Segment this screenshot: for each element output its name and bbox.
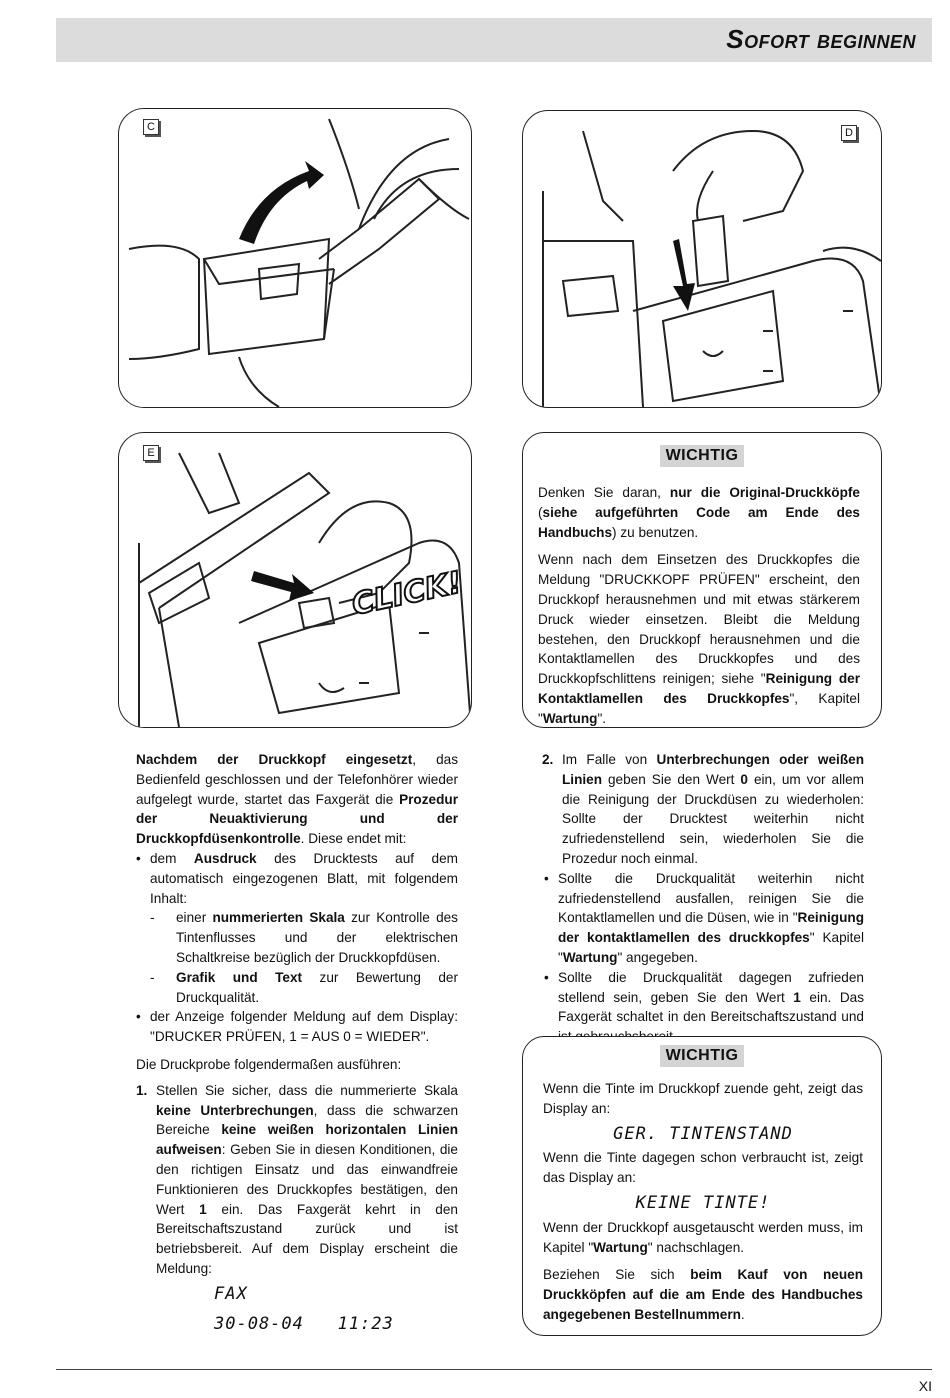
- probe-paragraph: Die Druckprobe folgendermaßen ausführen:: [136, 1056, 402, 1072]
- important-bottom-p2: Wenn die Tinte dagegen schon verbraucht ist, zeigt das Display an:: [543, 1150, 863, 1186]
- important-title: WICHTIG: [660, 445, 745, 467]
- important-note-top: [522, 432, 882, 728]
- display-message-line1: FAX: [214, 1283, 248, 1304]
- important-top-text: [538, 483, 860, 729]
- list-item: - Grafik und Text zur Bewertung der Druckqualität.: [136, 968, 458, 1008]
- important-title: WICHTIG: [660, 1045, 745, 1067]
- right-column-text: [542, 750, 864, 1047]
- push-arrow-icon: [251, 571, 314, 601]
- figure-c-illustration: [119, 109, 471, 407]
- page-header-bar: [56, 18, 932, 62]
- display-message-line2: 30-08-04 11:23: [214, 1313, 394, 1334]
- insert-arrow-icon: [673, 239, 695, 311]
- figure-d-label: D: [841, 125, 857, 141]
- important-bottom-p1: Wenn die Tinte im Druckkopf zuende geht, zeigt das Display an:: [543, 1081, 863, 1116]
- figure-c-label: C: [143, 119, 159, 135]
- figure-e-illustration: [119, 433, 471, 727]
- figure-c: [118, 108, 472, 408]
- important-bottom-p4: Beziehen Sie sich beim Kauf von neuen Druckköpfen auf die am Ende des Handbuches angegebenen Bestellnummern.: [543, 1267, 863, 1322]
- figure-d: [522, 110, 882, 408]
- intro-paragraph: Nachdem der Druckkopf eingesetzt, das Bedienfeld geschlossen und der Telefonhörer wieder aufgelegt wurde, startet das Faxgerät die Prozedur der Neuaktivierung und der Druckkopfdüsenkontrolle. Diese endet mit:: [136, 752, 458, 847]
- list-item: • der Anzeige folgender Meldung auf dem Display: "DRUCKER PRÜFEN, 1 = AUS 0 = WIEDER".: [136, 1007, 458, 1047]
- figure-e: [118, 432, 472, 728]
- list-item: • Sollte die Druckqualität dagegen zufrieden stellend sein, geben Sie den Wert 1 ein. Das Faxgerät schaltet in den Bereitschaftszustand und: [544, 968, 864, 1047]
- important-top-p2: Wenn nach dem Einsetzen des Druckkopfes die Meldung "DRUCKKOPF PRÜFEN" erscheint, den Druckkopf herausnehmen und mit etwas stärkerem Druck wieder einsetzen. Bleibt die Meldung bestehen, den Druckkopf herausnehmen und die Kontaktlamellen des Druckkopfes und des Druckkopfschlittens reinigen; siehe "Reinigung der Kontaktlamellen des Druckkopfes", Kapitel "Wartung".: [538, 552, 861, 726]
- important-note-bottom: [522, 1036, 882, 1336]
- list-item: 2. Im Falle von Unterbrechungen oder weißen Linien geben Sie den Wert 0 ein, um vor allem die Reinigung der Druckdüsen zu wiederholen: Sollte der Drucktest weiterhin nicht zufriedenstellend sein, wiederholen Sie die Prozedur noch einmal.: [542, 752, 864, 866]
- list-item: • dem Ausdruck des Drucktests auf dem automatisch eingezogenen Blatt, mit folgendem Inhalt:: [136, 849, 458, 908]
- display-no-ink: KEINE TINTE!: [635, 1192, 771, 1213]
- click-label: CLICK!: [348, 565, 466, 623]
- important-bottom-p3: Wenn der Druckkopf ausgetauscht werden muss, im Kapitel "Wartung" nachschlagen.: [543, 1219, 863, 1255]
- display-low-ink: GER. TINTENSTAND: [613, 1123, 793, 1144]
- list-item: - einer nummerierten Skala zur Kontrolle des Tintenflusses und der elektrischen Schaltkreise bezüglich der Druckkopfdüsen.: [136, 908, 458, 967]
- page-title: Sofort beginnen: [726, 24, 916, 54]
- important-top-p1: Denken Sie daran, nur die Original-Druckköpfe (siehe aufgeführten Code am Ende des Handbuchs) zu benutzen.: [538, 485, 860, 540]
- figure-d-illustration: [523, 111, 881, 407]
- important-bottom-text: [543, 1079, 863, 1325]
- list-item: • Sollte die Druckqualität weiterhin nicht zufriedenstellend ausfallen, reinigen Sie die Kontaktlamellen und die Düsen, wie in "Reinigung der kontaktlamellen des druckkopfes" Kapitel "Wartung" angegeben.: [544, 869, 864, 968]
- rotate-arrow-icon: [239, 161, 324, 244]
- page-number: XI: [918, 1378, 932, 1394]
- left-column-text: [136, 750, 458, 1334]
- list-item: 1. Stellen Sie sicher, dass die nummerierte Skala keine Unterbrechungen, dass die schwarzen Bereiche keine weißen horizontalen Linien aufweisen: Geben Sie in diesen Konditionen, die den richtigen Einsatz und das einwandfreie Funktionieren des Druckkopfes bestätigen, den Wert 1 ein. Das Faxgerät kehrt in den Bereitschaftszustand zurück und ist betriebsbereit. Auf dem Display erscheint die Meldung:: [136, 1082, 459, 1276]
- footer-divider: [56, 1369, 932, 1370]
- figure-e-label: E: [143, 445, 159, 461]
